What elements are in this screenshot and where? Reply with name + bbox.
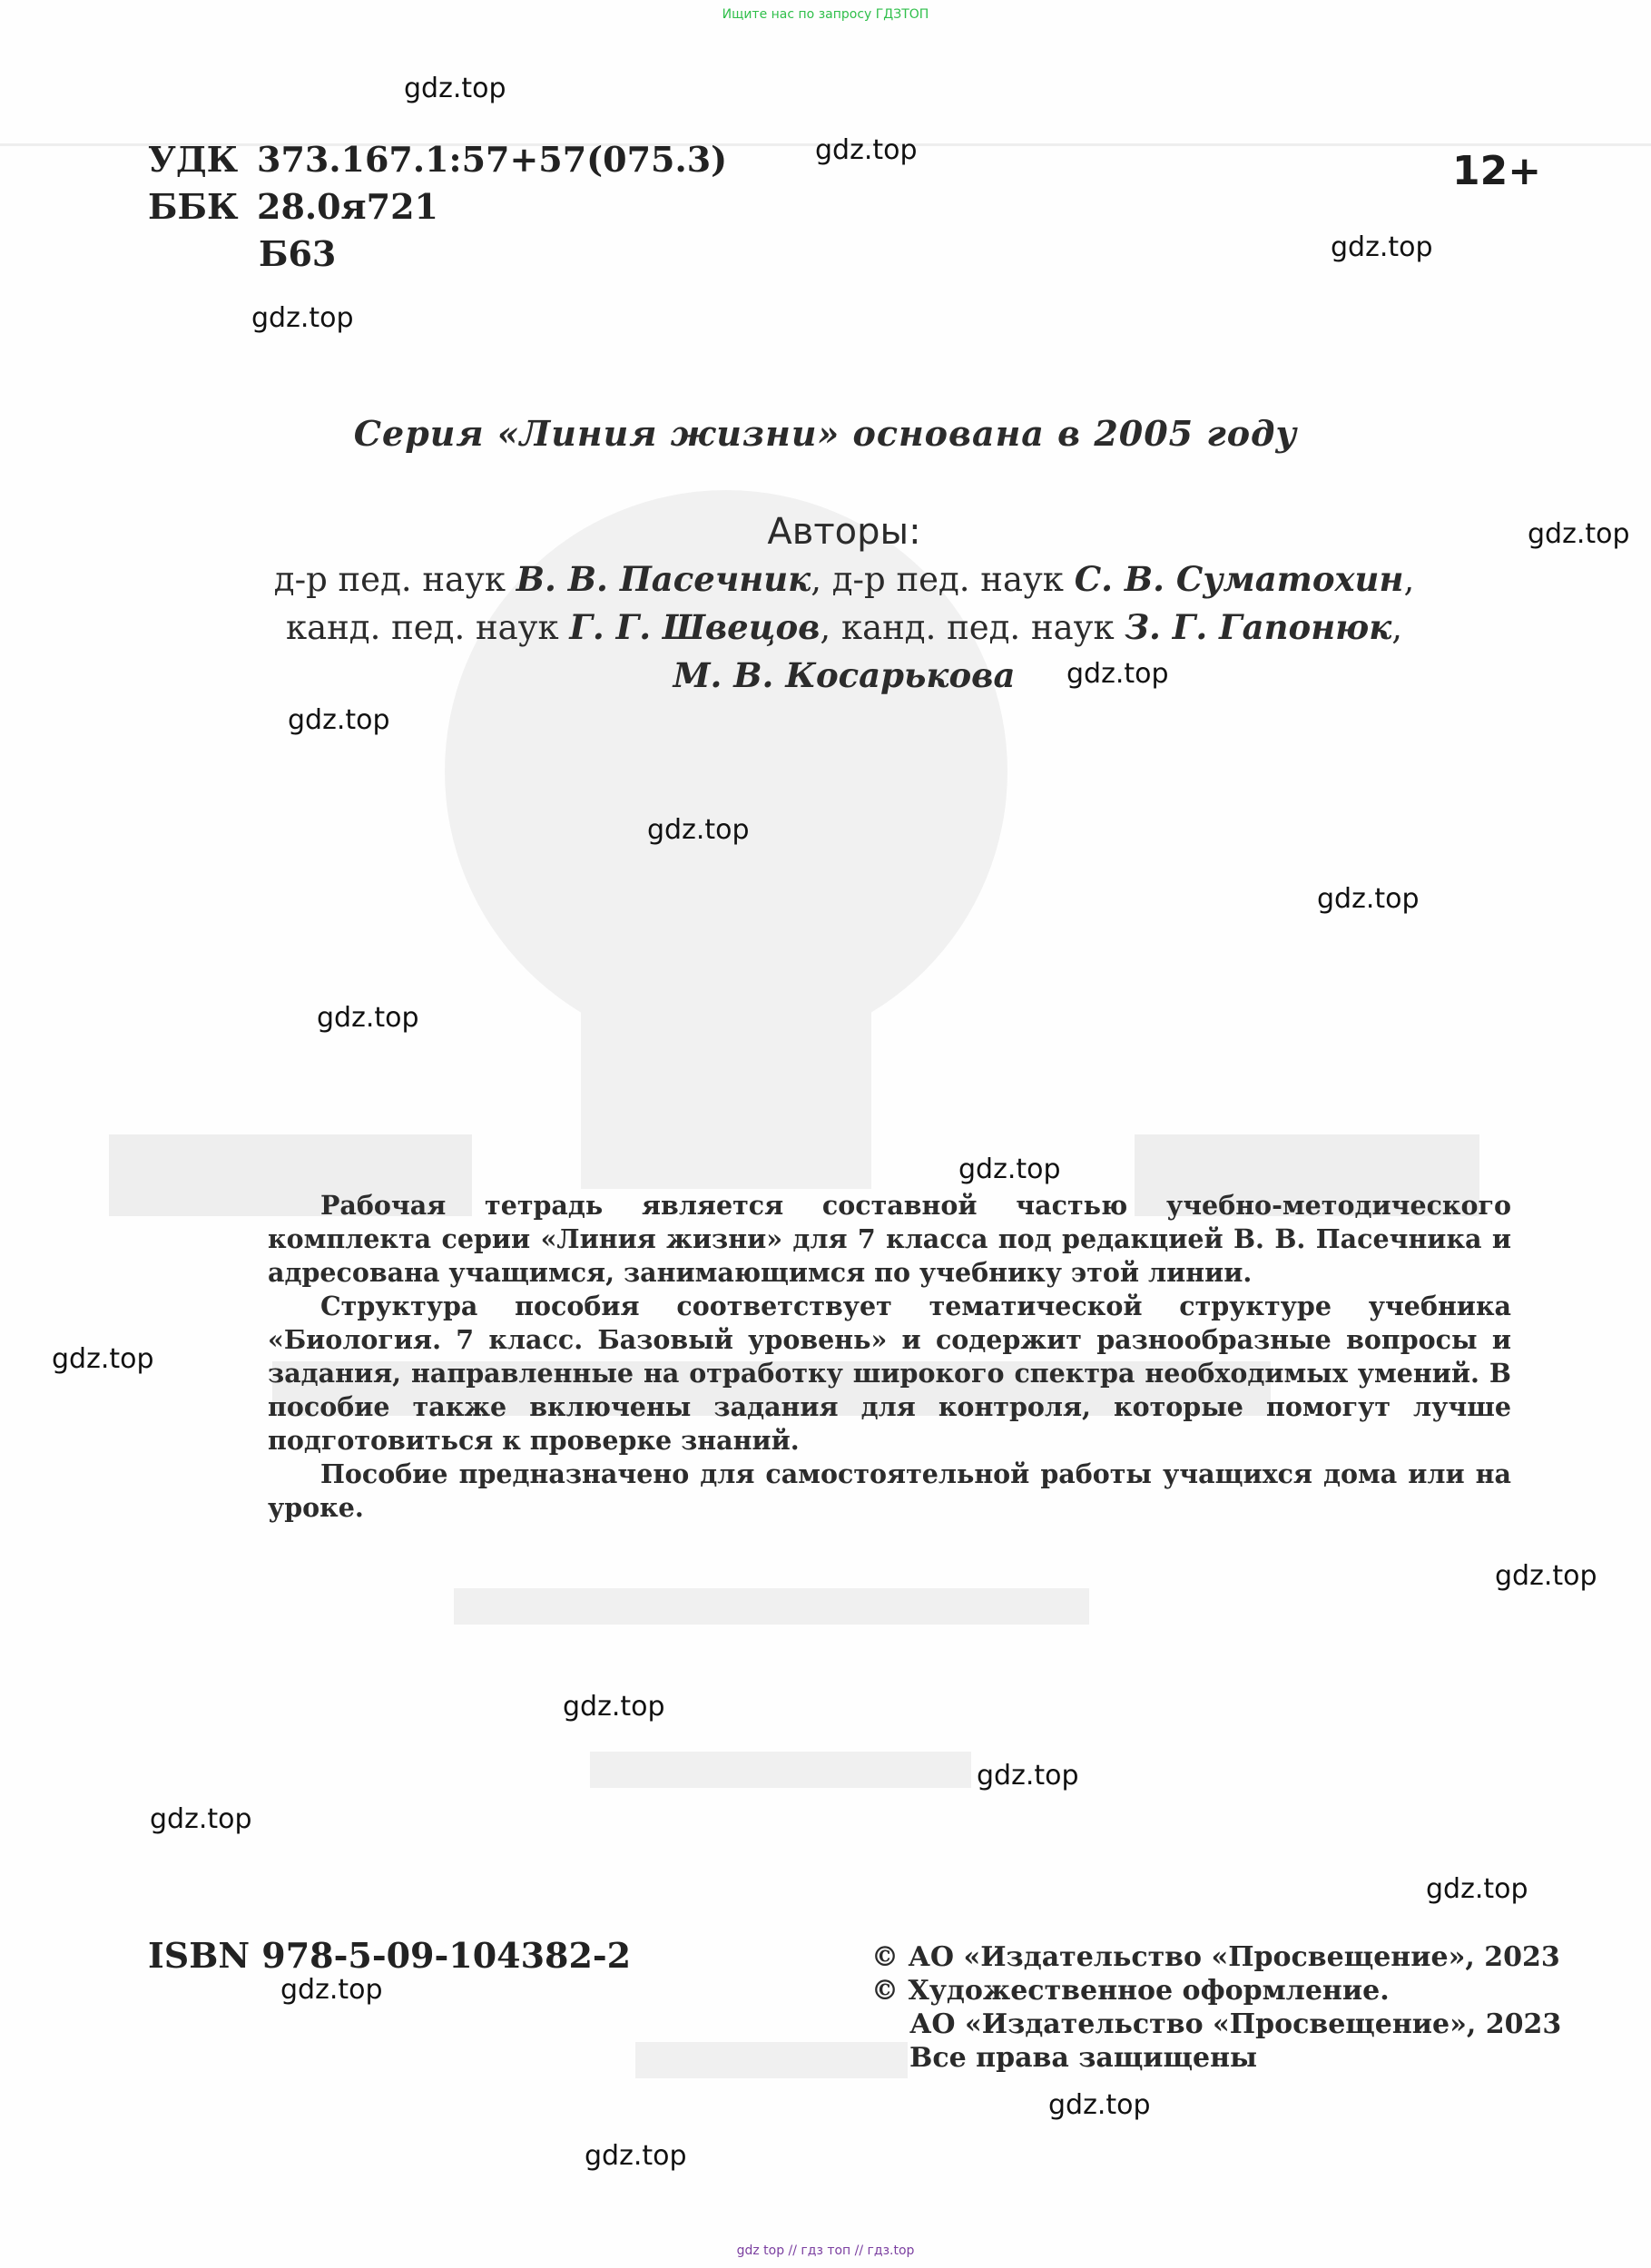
copyright-line: Все права защищены bbox=[909, 2042, 1258, 2074]
authors-block bbox=[136, 508, 1552, 700]
watermark-label: gdz.top bbox=[1426, 1873, 1528, 1905]
watermark-label: gdz.top bbox=[1048, 2089, 1151, 2121]
watermark-label: gdz.top bbox=[150, 1803, 252, 1835]
author-separator: , bbox=[1403, 560, 1415, 599]
bbk-label: ББК bbox=[148, 186, 239, 227]
abstract-paragraph: Пособие предназначено для самостоятельной работы учащихся дома или на уроке. bbox=[268, 1458, 1511, 1523]
watermark-label: gdz.top bbox=[52, 1343, 154, 1375]
copyright-block bbox=[871, 1940, 1561, 2075]
watermark-label: gdz.top bbox=[815, 134, 918, 166]
author-separator: , bbox=[1391, 608, 1403, 647]
authors-line-3 bbox=[136, 652, 1552, 700]
copyright-line: АО «Издательство «Просвещение», 2023 bbox=[909, 2008, 1562, 2040]
author-name: Г. Г. Швецов bbox=[569, 607, 821, 647]
watermark-label: gdz.top bbox=[585, 2140, 687, 2172]
bbk-value: 28.0я721 bbox=[257, 186, 438, 227]
watermark-label: gdz.top bbox=[958, 1154, 1061, 1185]
top-banner[interactable]: Ищите нас по запросу ГДЗТОП bbox=[722, 7, 929, 22]
copyright-line: © Художественное оформление. bbox=[871, 1975, 1390, 2007]
watermark-label: gdz.top bbox=[977, 1760, 1079, 1792]
age-rating: 12+ bbox=[1452, 148, 1542, 194]
author-degree: д-р пед. наук bbox=[273, 560, 516, 599]
watermark-label: gdz.top bbox=[404, 73, 506, 104]
watermark-label: gdz.top bbox=[1528, 518, 1630, 550]
watermark-label: gdz.top bbox=[1495, 1560, 1597, 1592]
author-degree: , канд. пед. наук bbox=[820, 608, 1125, 647]
author-name: З. Г. Гапонюк bbox=[1125, 607, 1392, 647]
copyright-line: © АО «Издательство «Просвещение», 2023 bbox=[871, 1941, 1560, 1973]
bbk-row bbox=[148, 183, 727, 231]
author-name: М. В. Косарькова bbox=[673, 655, 1016, 695]
udk-value: 373.167.1:57+57(075.3) bbox=[257, 139, 728, 180]
udk-row bbox=[148, 136, 727, 183]
author-degree: канд. пед. наук bbox=[285, 608, 570, 647]
watermark-label: gdz.top bbox=[647, 814, 750, 846]
udk-label: УДК bbox=[148, 139, 239, 180]
abstract-paragraph: Рабочая тетрадь является составной частью учебно-методического комплекта серии «Линия жизни» для 7 класса под редакцией В. В. Пасечника и адресована учащимся, занимающимся по учебнику этой линии. bbox=[268, 1190, 1511, 1288]
abstract-paragraph: Структура пособия соответствует тематической структуре учебника «Биология. 7 класс. Базовый уровень» и содержит разнообразные вопросы и задания, направленные на отработку широкого спектра необходимых умений. В пособие также включены задания для контроля, которые помогут лучше подготовиться к проверке знаний. bbox=[268, 1291, 1511, 1456]
abstract bbox=[268, 1189, 1511, 1525]
author-degree: , д-р пед. наук bbox=[811, 560, 1075, 599]
watermark-label: gdz.top bbox=[1317, 883, 1420, 915]
author-name: В. В. Пасечник bbox=[516, 559, 811, 599]
watermark-label: gdz.top bbox=[1066, 658, 1169, 690]
authors-heading: Авторы: bbox=[767, 511, 921, 553]
author-name: С. В. Суматохин bbox=[1074, 559, 1404, 599]
authors-line-2 bbox=[136, 604, 1552, 652]
watermark-label: gdz.top bbox=[288, 704, 390, 736]
watermark-label: gdz.top bbox=[1331, 231, 1433, 263]
series-note: Серия «Линия жизни» основана в 2005 году bbox=[353, 413, 1298, 454]
authors-line-1 bbox=[136, 555, 1552, 604]
bibliographic-block bbox=[148, 136, 727, 278]
watermark-label: gdz.top bbox=[563, 1691, 665, 1723]
watermark-label: gdz.top bbox=[317, 1002, 419, 1034]
bottom-banner[interactable]: gdz top // гдз топ // гдз.top bbox=[736, 2243, 915, 2258]
watermark-label: gdz.top bbox=[280, 1974, 383, 2006]
isbn: ISBN 978-5-09-104382-2 bbox=[148, 1935, 632, 1976]
author-code: Б63 bbox=[259, 233, 337, 274]
watermark-label: gdz.top bbox=[251, 302, 354, 334]
